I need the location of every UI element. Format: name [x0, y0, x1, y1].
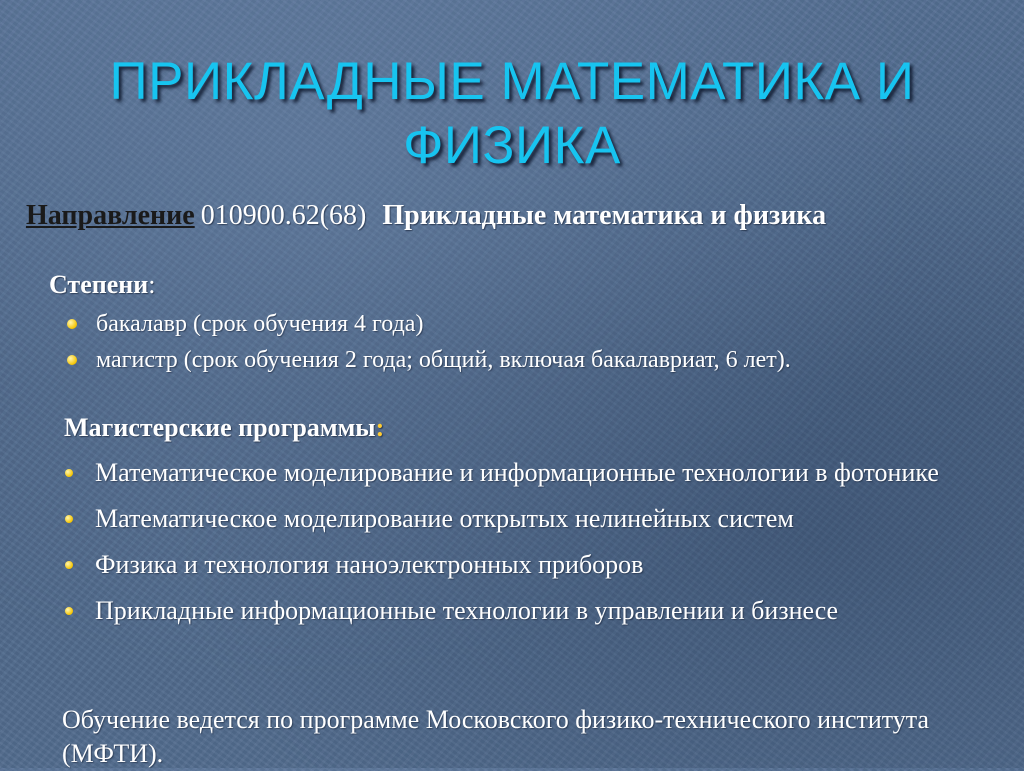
- program-item: [64, 592, 1004, 629]
- bullet-icon: [65, 607, 73, 615]
- direction-code: 010900.62(68): [200, 200, 367, 231]
- programs-heading-colon: :: [375, 413, 385, 442]
- programs-heading-text: Магистерские программы: [64, 413, 376, 442]
- bullet-icon: [65, 561, 73, 569]
- bullet-icon: [65, 469, 73, 477]
- programs-heading: [64, 411, 384, 445]
- degrees-heading-text: Степени: [49, 270, 149, 299]
- direction-name: Прикладные математика и физика: [382, 200, 827, 231]
- program-item: [64, 500, 1004, 537]
- bullet-icon: [65, 515, 73, 523]
- direction-line: [26, 196, 826, 236]
- program-item-text: Прикладные информационные технологии в управлении и бизнесе: [95, 596, 839, 625]
- degree-item-text: бакалавр (срок обучения 4 года): [96, 311, 424, 337]
- slide-title: [0, 50, 1024, 178]
- bullet-icon: [67, 319, 77, 329]
- program-item: [64, 454, 1004, 491]
- slide-title-line-2: ФИЗИКА: [403, 116, 621, 175]
- degrees-heading-colon: :: [148, 270, 156, 299]
- degree-item: [64, 306, 1014, 342]
- program-item-text: Математическое моделирование и информационные технологии в фотонике: [95, 458, 939, 487]
- bullet-icon: [67, 355, 77, 365]
- footer-note: Обучение ведется по программе Московского физико-технического института (МФТИ).: [62, 705, 930, 768]
- degree-item: [64, 342, 1014, 378]
- degree-item-text: магистр (срок обучения 2 года; общий, включая бакалавриат, 6 лет).: [96, 347, 791, 373]
- degrees-list: [64, 306, 1014, 378]
- program-item-text: Физика и технология наноэлектронных приборов: [95, 550, 644, 579]
- direction-label: Направление: [26, 200, 195, 231]
- program-item: [64, 546, 1004, 583]
- programs-list: [64, 454, 1004, 638]
- program-item-text: Математическое моделирование открытых нелинейных систем: [95, 504, 794, 533]
- degrees-heading: [49, 268, 155, 302]
- slide-title-line-1: ПРИКЛАДНЫЕ МАТЕМАТИКА И: [109, 52, 915, 111]
